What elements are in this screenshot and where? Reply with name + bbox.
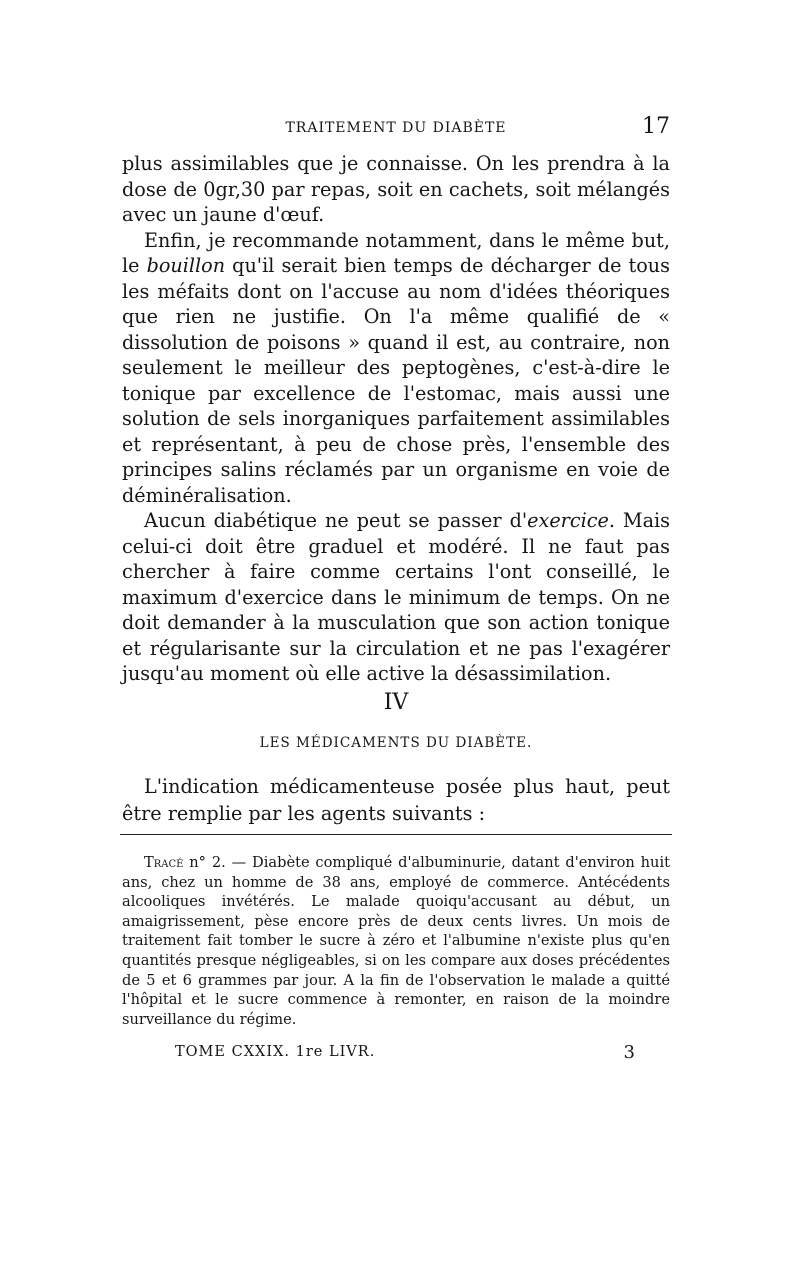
section-body (122, 773, 670, 827)
running-title: TRAITEMENT DU DIABÈTE (285, 120, 507, 136)
running-head (122, 114, 670, 140)
section-number: IV (383, 690, 409, 715)
signature-sheet-number: 3 (623, 1042, 635, 1063)
body-text (122, 151, 670, 687)
paragraph-3-italic: exercice (527, 509, 609, 532)
signature-volume: TOME CXXIX. 1re LIVR. (175, 1044, 376, 1060)
paragraph-3-rest: . Mais celui-ci doit être graduel et modéré. Il ne faut pas chercher à faire comme certains l'ont conseillé, le maximum d'exercice dans le minimum de temps. On ne doit demander à la musculation que son action tonique et régularisante sur la circulation et ne pas l'exagérer jusqu'au moment où elle active la désassimilation. (122, 509, 670, 685)
section-title: LES MÉDICAMENTS DU DIABÈTE. (259, 735, 533, 751)
footnote-label-suffix: n° 2. — (183, 854, 253, 871)
paragraph-3 (122, 508, 670, 687)
footnote-text: Diabète compliqué d'albuminurie, datant d'environ huit ans, chez un homme de 38 ans, employé de commerce. Antécédents alcooliques invétérés. Le malade quoiqu'accusant au début, un amaigrissement, pèse encore près de deux cents livres. Un mois de traitement fait tomber le sucre à zéro et l'albumine n'existe plus qu'en quantités presque négligeables, si on les compare aux doses précédentes de 5 et 6 grammes par jour. A la fin de l'observation le malade a quitté l'hôpital et le sucre commence à remonter, en raison de la moindre surveillance du régime. (122, 854, 670, 1028)
paragraph-2-italic: bouillon (146, 254, 226, 277)
paragraph-2 (122, 228, 670, 509)
printer-signature (175, 1044, 635, 1066)
footnote-rule (120, 834, 672, 835)
paragraph-3-start: Aucun diabétique ne peut se passer d' (144, 509, 528, 532)
page-number: 17 (642, 114, 670, 139)
paragraph-2-start: Enfin, je recommande notamment, dans le même but, le (122, 228, 670, 277)
footnote-label: Tracé (144, 854, 184, 871)
paragraph-1: plus assimilables que je connaisse. On les prendra à la dose de 0gr,30 par repas, soit en cachets, soit mélangés avec un jaune d'œuf. (122, 152, 670, 226)
footnote (122, 853, 670, 1029)
section-paragraph: L'indication médicamenteuse posée plus haut, peut être remplie par les agents suivants : (122, 775, 670, 825)
footnote-paragraph (122, 853, 670, 1029)
paragraph-2-rest: qu'il serait bien temps de décharger de tous les méfaits dont on l'accuse au nom d'idées théoriques que rien ne justifie. On l'a même qualifié de « dissolution de poisons » quand il est, au contraire, non seulement le meilleur des peptogènes, c'est-à-dire le tonique par excellence de l'estomac, mais aussi une solution de sels inorganiques parfaitement assimilables et représentant, à peu de chose près, l'ensemble des principes salins réclamés par un organisme en voie de déminéralisation. (122, 254, 670, 507)
